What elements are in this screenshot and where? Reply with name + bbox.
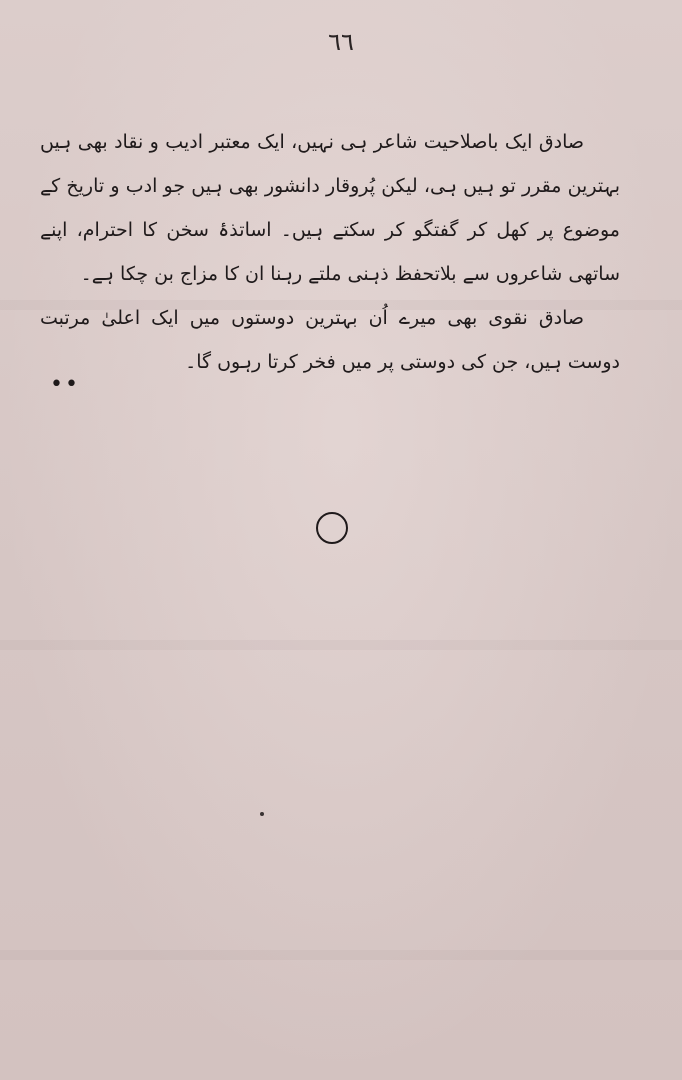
page-bleed-through: [0, 640, 682, 650]
paragraph-1: صادق ایک باصلاحیت شاعر ہی نہیں، ایک معتبر ادیب و نقاد بھی ہیں بہترین مقرر تو ہیں ہی، لیکن پُروقار دانشور بھی ہیں جو ادب و تاریخ کے موضوع پر کھل کر گفتگو کر سکتے ہیں۔ اساتذۂ سخن کا احترام، اپنے ساتھی شاعروں سے بلاتحفظ ذہنی ملتے رہنا ان کا مزاج بن چکا ہے۔: [40, 131, 620, 285]
closing-mark: ••: [50, 372, 80, 397]
circle-ornament-icon: [316, 512, 348, 544]
page-bleed-through: [0, 950, 682, 960]
ink-speck: [260, 812, 264, 816]
paragraph-2: صادق نقوی بھی میرے اُن بہترین دوستوں میں ایک اعلیٰ مرتبت دوست ہیں، جن کی دوستی پر میں فخر کرتا رہوں گا۔: [40, 307, 620, 373]
page-number: ٦٦: [328, 28, 354, 56]
body-text: [40, 120, 620, 384]
